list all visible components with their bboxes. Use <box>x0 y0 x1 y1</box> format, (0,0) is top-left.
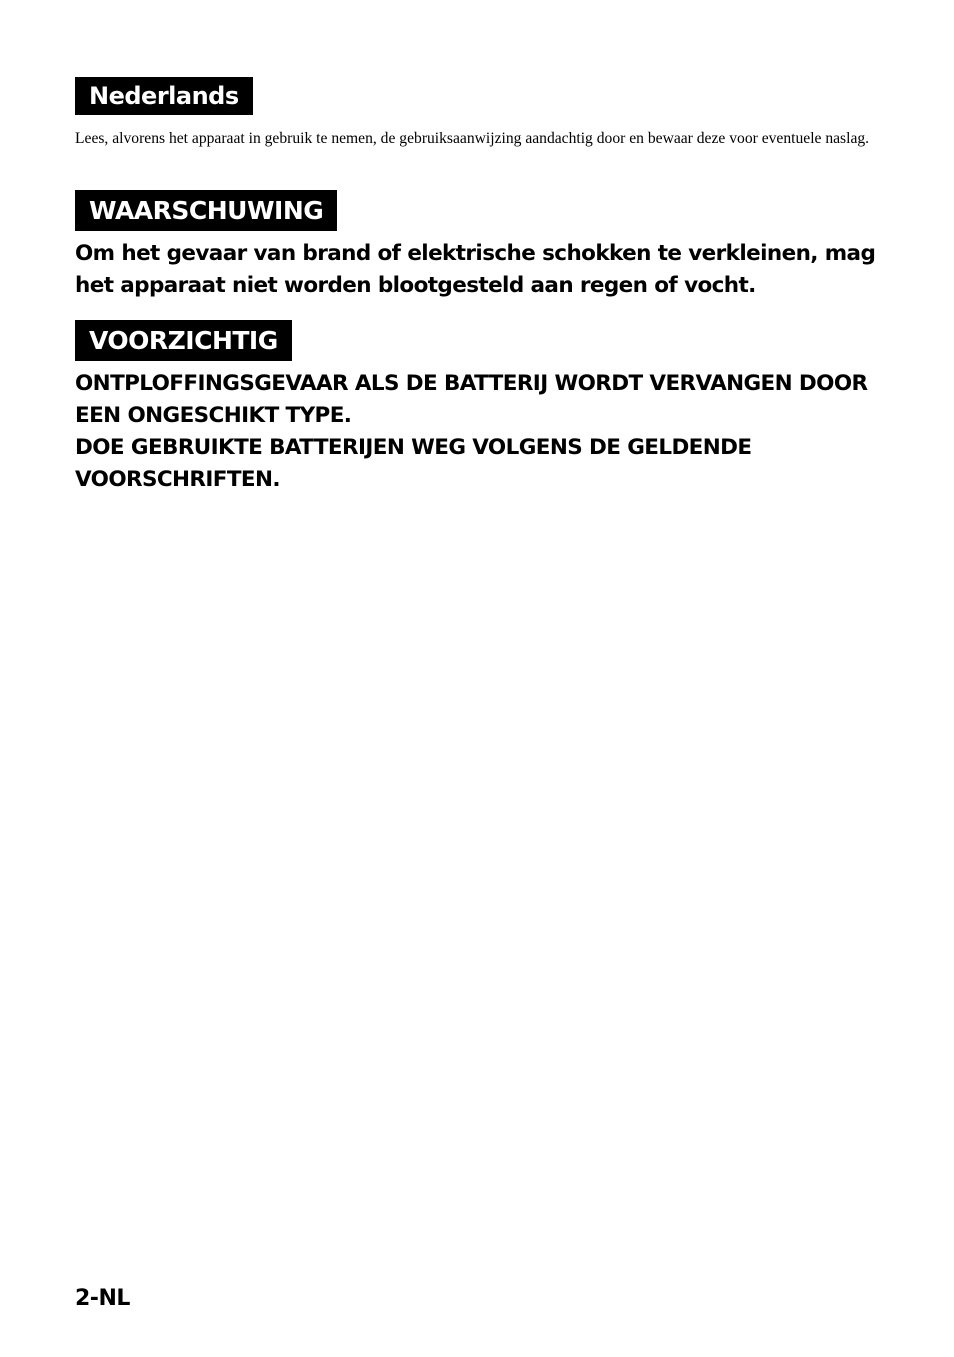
page-number: 2-NL <box>75 1286 130 1311</box>
caution-line-2: DOE GEBRUIKTE BATTERIJEN WEG VOLGENS DE GELDENDE VOORSCHRIFTEN. <box>75 435 752 492</box>
language-heading: Nederlands <box>75 77 253 115</box>
caution-heading: VOORZICHTIG <box>75 320 292 361</box>
caution-text <box>75 368 905 496</box>
warning-text: Om het gevaar van brand of elektrische schokken te verkleinen, mag het apparaat niet worden blootgesteld aan regen of vocht. <box>75 241 876 298</box>
intro-paragraph: Lees, alvorens het apparaat in gebruik te nemen, de gebruiksaanwijzing aandachtig door en bewaar deze voor eventuele naslag. <box>75 130 870 147</box>
warning-heading: WAARSCHUWING <box>75 190 337 231</box>
caution-line-1: ONTPLOFFINGSGEVAAR ALS DE BATTERIJ WORDT VERVANGEN DOOR EEN ONGESCHIKT TYPE. <box>75 371 868 428</box>
